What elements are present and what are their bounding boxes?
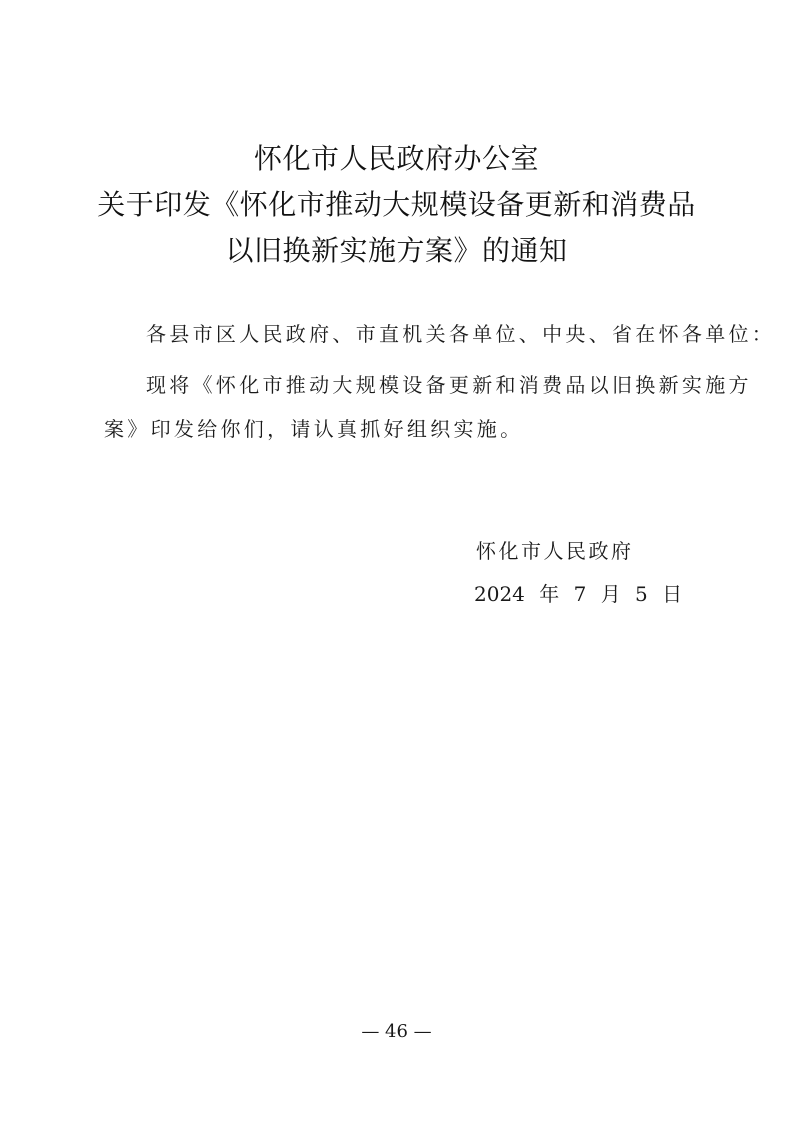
page-number: — 46 —	[361, 1021, 432, 1042]
body-paragraph-line-2: 案》印发给你们，请认真抓好组织实施。	[104, 417, 524, 441]
signature-organization: 怀化市人民政府	[476, 539, 634, 563]
signature-date: 2024 年 7 月 5 日	[474, 582, 683, 606]
title-line-issuer: 怀化市人民政府办公室	[253, 142, 539, 175]
body-paragraph-line-1: 现将《怀化市推动大规模设备更新和消费品以旧换新实施方	[146, 373, 752, 397]
document-title	[0, 136, 793, 274]
title-line-subject: 关于印发《怀化市推动大规模设备更新和消费品	[97, 188, 696, 221]
title-line-subject-cont: 以旧换新实施方案》的通知	[225, 234, 568, 267]
salutation: 各县市区人民政府、市直机关各单位、中央、省在怀各单位：	[146, 322, 776, 346]
